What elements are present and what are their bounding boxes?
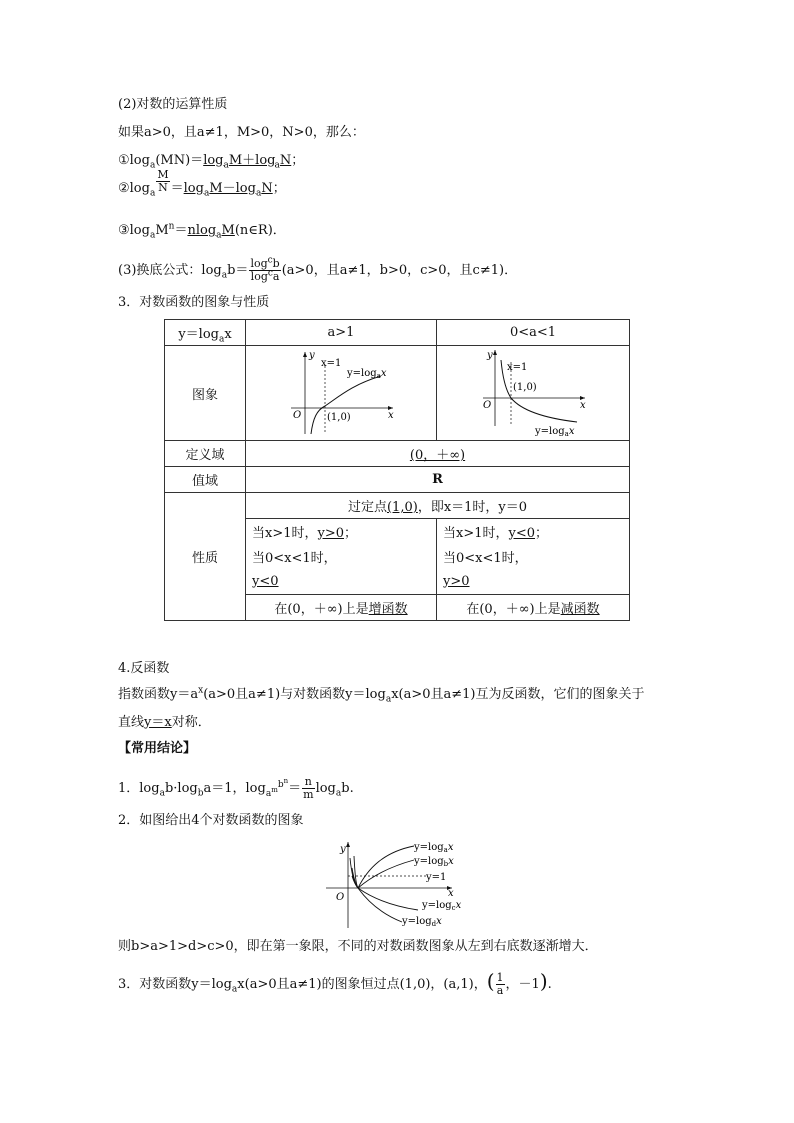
graph-increasing bbox=[246, 346, 437, 441]
label-log-b: $y=\log_bx$ bbox=[414, 856, 454, 868]
rule-3: $③\log_aM^n=nlog_aM(n\in R)$． bbox=[118, 221, 286, 241]
section-2-heading: (2)对数的运算性质 bbox=[118, 97, 228, 112]
graph1-y-label: y bbox=[309, 350, 315, 361]
range-value: R bbox=[246, 467, 630, 493]
label-log-a: $y=\log_ax$ bbox=[414, 842, 454, 854]
graph2-origin: O bbox=[483, 400, 492, 411]
table-header-a-lt-1: 0<a<1 bbox=[437, 320, 630, 346]
fourgraph-origin: O bbox=[336, 892, 345, 903]
change-of-base-formula: (3)换底公式：$\log_ab=$ $\frac{\log^cb}{\log^ca}$ (a>0，且a≠1，b>0，c>0，且c≠1)． bbox=[118, 255, 518, 283]
prop-case2-line1: 当x>1时，y<0； bbox=[437, 519, 630, 545]
section-4-heading: 4.反函数 bbox=[118, 661, 170, 676]
section-4-line2: 直线y＝x对称． bbox=[118, 715, 211, 730]
table-header-function: $y=\log_ax$ bbox=[165, 320, 246, 346]
graph1-curve-label: $y=\log_ax$ bbox=[347, 368, 387, 380]
conclusion-1: 1．$\log_ab\cdot\log_ba=1$，$\log_{a^m}^{b^n}=$ $\frac{n}{m}$ $\log_ab$. bbox=[118, 775, 354, 801]
prop-case2-line2: 当0<x<1时， bbox=[437, 544, 630, 569]
graph-a-lt-1 bbox=[473, 346, 593, 436]
domain-value: (0，＋∞) bbox=[246, 441, 630, 467]
graph2-xline-label: x=1 bbox=[507, 362, 528, 373]
prop-case2-line3: y>0 bbox=[437, 569, 630, 595]
log-function-table bbox=[164, 319, 630, 621]
monotonic-decreasing: 在(0，＋∞)上是减函数 bbox=[437, 595, 630, 621]
rule-1: $①\log_a(MN)=\log_aM+\log_aN$； bbox=[118, 153, 305, 171]
fourgraph-x-label: x bbox=[448, 888, 454, 899]
prop-case1-line3: y<0 bbox=[246, 569, 437, 595]
fourgraph-y-label: y bbox=[340, 844, 346, 855]
row-label-range: 值域 bbox=[165, 467, 246, 493]
graph-a-gt-1 bbox=[281, 346, 401, 436]
graph2-x-label: x bbox=[580, 400, 586, 411]
conclusion-2-note: 则b>a>1>d>c>0，即在第一象限，不同的对数函数图象从左到右底数逐渐增大． bbox=[118, 939, 598, 954]
section-3-heading: 3．对数函数的图象与性质 bbox=[118, 295, 270, 310]
graph1-origin: O bbox=[293, 410, 302, 421]
label-log-d: $y=\log_dx$ bbox=[402, 916, 442, 928]
prop-case1-line2: 当0<x<1时， bbox=[246, 544, 437, 569]
conclusions-heading: 【常用结论】 bbox=[118, 741, 197, 756]
monotonic-increasing: 在(0，＋∞)上是增函数 bbox=[246, 595, 437, 621]
graph1-xline-label: x=1 bbox=[321, 358, 342, 369]
graph2-curve-label: $y=\log_ax$ bbox=[535, 426, 575, 436]
fixed-point: 过定点(1,0)，即x＝1时，y＝0 bbox=[246, 493, 630, 519]
section-2-condition: 如果a>0，且a≠1，M>0，N>0，那么： bbox=[118, 125, 365, 140]
row-label-graph: 图象 bbox=[165, 346, 246, 441]
prop-case1-line1: 当x>1时，y>0； bbox=[246, 519, 437, 545]
row-label-properties: 性质 bbox=[165, 493, 246, 621]
rule-2: $②\log_a$ $\frac{M}{N}$ $=\log_aM-\log_aN$； bbox=[118, 168, 286, 199]
conclusion-3: 3．对数函数$y=\log_ax(a>0$且a≠1)的图象恒过点(1,0)，(a,1)，( $\frac{1}{a}$ ，－1). bbox=[118, 969, 552, 997]
section-4-line1: 指数函数$y=a^x(a>0$且a≠1)与对数函数$y=\log_ax(a>0$且a≠1)互为反函数，它们的图象关于 bbox=[118, 685, 645, 705]
conclusion-2: 2．如图给出4个对数函数的图象 bbox=[118, 813, 304, 828]
table-header-a-gt-1: a>1 bbox=[246, 320, 437, 346]
graph-decreasing bbox=[437, 346, 630, 441]
row-label-domain: 定义域 bbox=[165, 441, 246, 467]
graph2-y-label: y bbox=[487, 350, 493, 361]
four-log-graphs bbox=[322, 838, 472, 930]
label-log-c: $y=\log_cx$ bbox=[422, 900, 462, 912]
graph2-point-label: (1,0) bbox=[513, 382, 537, 393]
label-y1: y=1 bbox=[426, 872, 447, 883]
graph1-x-label: x bbox=[388, 410, 394, 421]
graph1-point-label: (1,0) bbox=[327, 412, 351, 423]
